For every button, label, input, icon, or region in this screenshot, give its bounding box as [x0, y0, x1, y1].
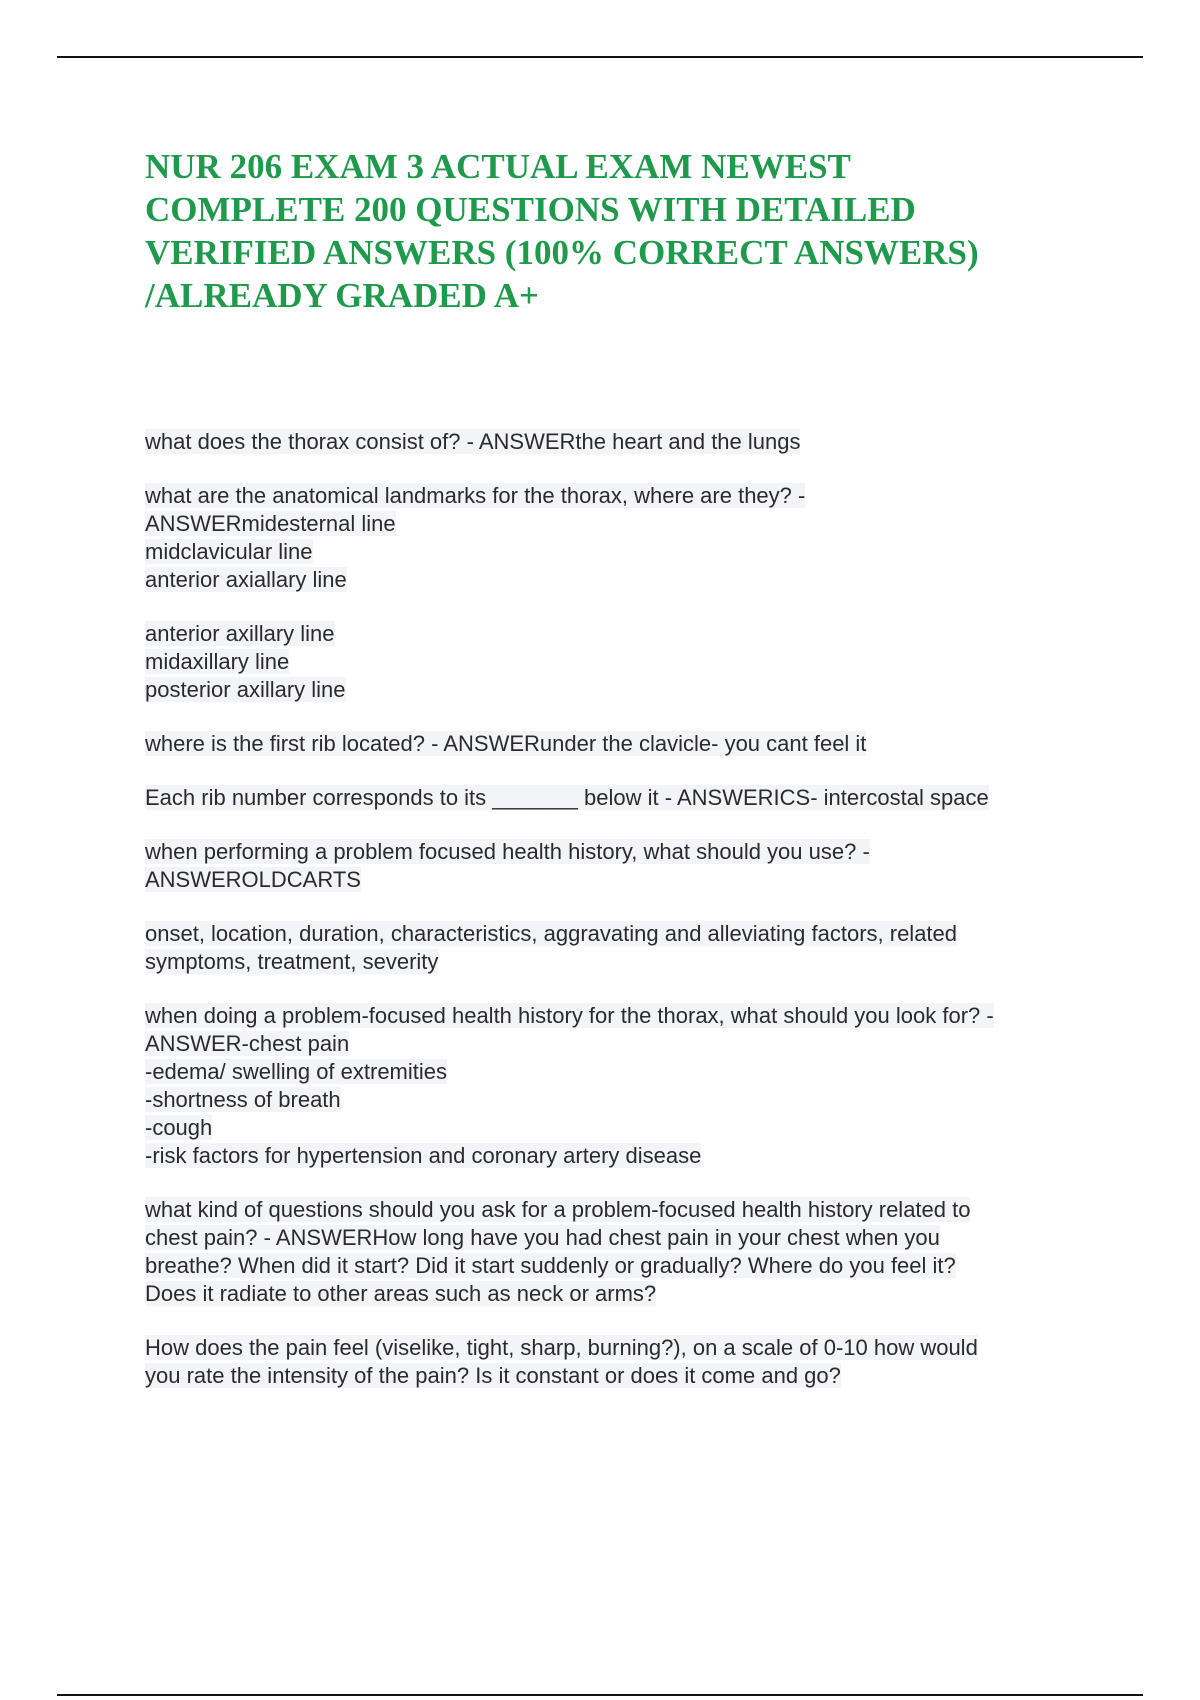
text-line: breathe? When did it start? Did it start suddenly or gradually? Where do you feel it? — [145, 1253, 956, 1278]
text-line: -shortness of breath — [145, 1087, 341, 1112]
text-line: Does it radiate to other areas such as neck or arms? — [145, 1281, 657, 1306]
text-line: ANSWERmidesternal line — [145, 511, 396, 536]
text-line: what are the anatomical landmarks for the thorax, where are they? - — [145, 483, 806, 508]
qa-paragraph — [145, 784, 1105, 812]
text-line: Each rib number corresponds to its _______ below it - ANSWERICS- intercostal space — [145, 785, 989, 810]
qa-paragraph — [145, 428, 1105, 456]
qa-paragraph — [145, 920, 1105, 976]
qa-paragraph — [145, 620, 1105, 704]
text-line: where is the first rib located? - ANSWERunder the clavicle- you cant feel it — [145, 731, 867, 756]
text-line: when doing a problem-focused health history for the thorax, what should you look for? - — [145, 1003, 994, 1028]
title-line: VERIFIED ANSWERS (100% CORRECT ANSWERS) — [145, 233, 979, 272]
text-line: what does the thorax consist of? - ANSWERthe heart and the lungs — [145, 429, 801, 454]
title-line: COMPLETE 200 QUESTIONS WITH DETAILED — [145, 190, 916, 229]
text-line: midaxillary line — [145, 649, 290, 674]
text-line: posterior axillary line — [145, 677, 346, 702]
text-line: when performing a problem focused health history, what should you use? - — [145, 839, 870, 864]
text-line: what kind of questions should you ask for a problem-focused health history related to — [145, 1197, 971, 1222]
qa-paragraph — [145, 1196, 1105, 1308]
qa-paragraph — [145, 482, 1105, 594]
text-line: How does the pain feel (viselike, tight, sharp, burning?), on a scale of 0-10 how would — [145, 1335, 978, 1360]
text-line: -cough — [145, 1115, 213, 1140]
text-line: you rate the intensity of the pain? Is it constant or does it come and go? — [145, 1363, 841, 1388]
qa-paragraph — [145, 838, 1105, 894]
bottom-rule — [57, 1694, 1143, 1696]
text-line: ANSWER-chest pain — [145, 1031, 350, 1056]
document-title — [145, 145, 1105, 317]
title-line: /ALREADY GRADED A+ — [145, 276, 539, 315]
title-line: NUR 206 EXAM 3 ACTUAL EXAM NEWEST — [145, 147, 851, 186]
text-line: anterior axillary line — [145, 621, 335, 646]
text-line: anterior axiallary line — [145, 567, 347, 592]
text-line: midclavicular line — [145, 539, 313, 564]
document-body — [145, 428, 1105, 1416]
text-line: ANSWEROLDCARTS — [145, 867, 361, 892]
text-line: -edema/ swelling of extremities — [145, 1059, 448, 1084]
text-line: onset, location, duration, characteristics, aggravating and alleviating factors, related — [145, 921, 958, 946]
top-rule — [57, 56, 1143, 58]
text-line: -risk factors for hypertension and coronary artery disease — [145, 1143, 702, 1168]
qa-paragraph — [145, 1002, 1105, 1170]
text-line: chest pain? - ANSWERHow long have you had chest pain in your chest when you — [145, 1225, 940, 1250]
qa-paragraph — [145, 730, 1105, 758]
qa-paragraph — [145, 1334, 1105, 1390]
text-line: symptoms, treatment, severity — [145, 949, 439, 974]
